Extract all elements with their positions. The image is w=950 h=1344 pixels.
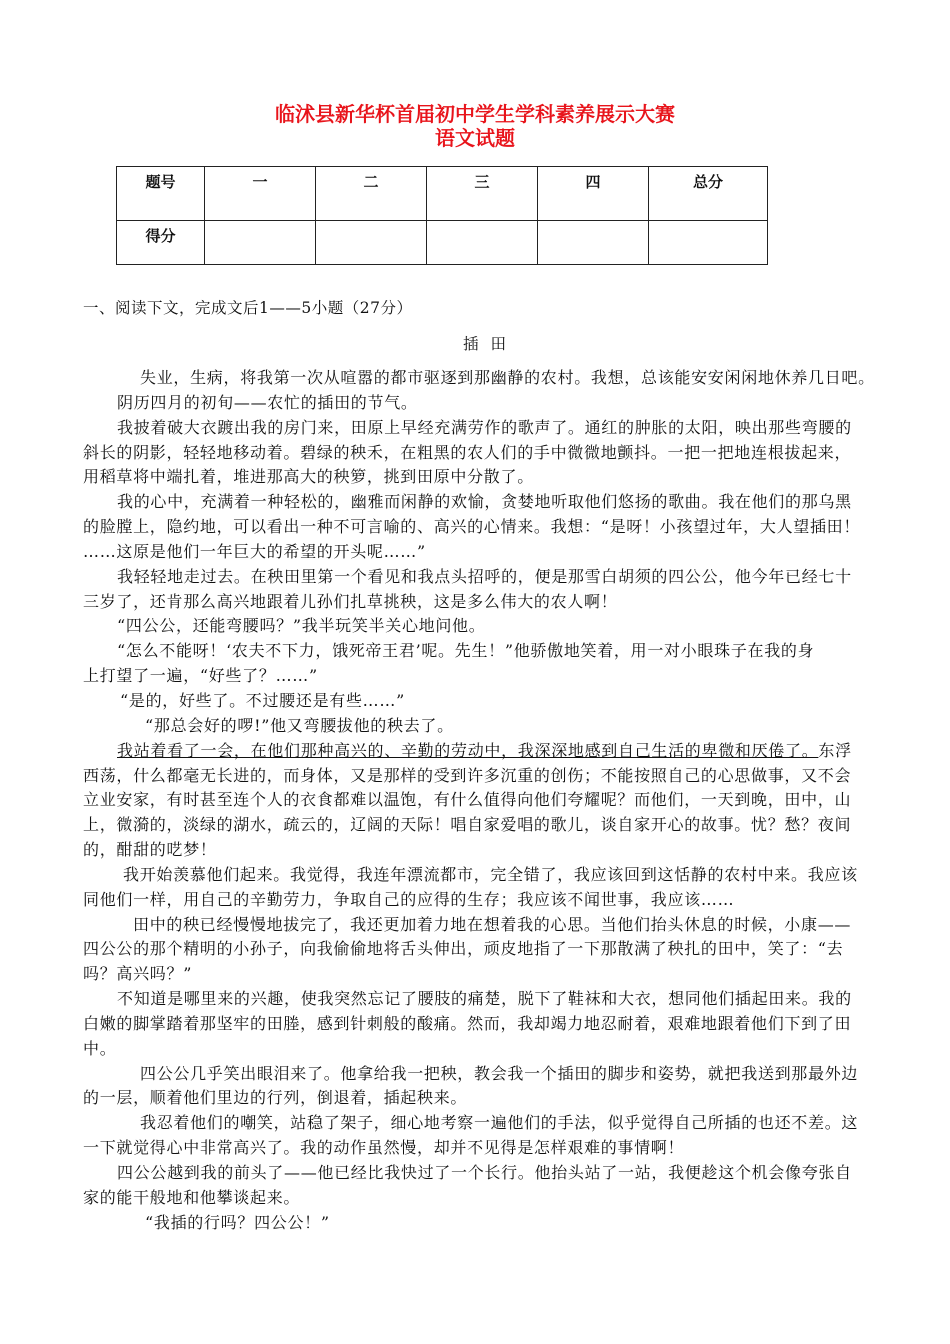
passage-line: 家的能干般地和他攀谈起来。 <box>83 1187 301 1207</box>
passage-line: 四公公的那个精明的小孙子，向我偷偷地将舌头伸出，顽皮地指了一下那散满了秧扎的田中，笑了：“去 <box>83 939 844 959</box>
passage-line: 上打望了一遍，“好些了？……” <box>83 666 318 686</box>
passage-line: 同他们一样，用自己的辛勤劳力，争取自己的应得的生存；我应该不闻世事，我应该…… <box>83 889 735 909</box>
passage-line: 的，酣甜的呓梦！ <box>83 840 217 860</box>
passage-line: 不知道是哪里来的兴趣，使我突然忘记了腰肢的痛楚，脱下了鞋袜和大衣，想同他们插起田来。我的 <box>117 989 852 1009</box>
passage-line: 三岁了，还肯那么高兴地跟着儿孙们扎草挑秧，这是多么伟大的农人啊！ <box>83 591 618 611</box>
passage-line: 我开始羡慕他们起来。我觉得，我连年漂流都市，完全错了，我应该回到这恬静的农村中来。我应该 <box>123 864 858 884</box>
passage-line <box>83 739 883 764</box>
score-header-cell: 题号 <box>117 167 205 221</box>
passage-line: 一下就觉得心中非常高兴了。我的动作虽然慢，却并不见得是怎样艰难的事情啊！ <box>83 1138 685 1158</box>
passage-line: 田中的秧已经慢慢地拔完了，我还更加着力地在想着我的心思。当他们抬头休息的时候，小康—— <box>133 914 852 934</box>
score-cell <box>205 221 316 265</box>
passage-line: 的脸膛上，隐约地，可以看出一种不可言喻的、高兴的心情来。我想：“是呀！小孩望过年，大人望插田！ <box>83 517 861 537</box>
passage-line: 用稻草将中端扎着，堆进那高大的秧箩，挑到田原中分散了。 <box>83 467 534 487</box>
section-heading: 一、阅读下文，完成文后1——5小题（27分） <box>83 299 413 317</box>
exam-title: 临沭县新华杯首届初中学生学科素养展示大赛 <box>275 102 675 126</box>
passage-line: 斜长的阴影，轻轻地移动着。碧绿的秧禾，在粗黑的农人们的手中微微地颤抖。一把一把地连根拔起来， <box>83 442 852 462</box>
score-table-score-row <box>117 221 768 265</box>
score-cell <box>427 221 538 265</box>
passage-line: “是的，好些了。不过腰还是有些……” <box>120 690 405 710</box>
passage-line: 我忍着他们的嘲笑，站稳了架子，细心地考察一遍他们的手法，似乎觉得自己所插的也还不差。这 <box>140 1113 859 1133</box>
passage-line: 西荡，什么都毫无长进的，而身体，又是那样的受到许多沉重的创伤；不能按照自己的心思做事，又不会 <box>83 765 852 785</box>
passage-line: “那总会好的啰!”他又弯腰拔他的秧去了。 <box>145 715 454 735</box>
score-cell <box>649 221 768 265</box>
score-row-label: 得分 <box>117 221 205 265</box>
passage-line: 吗？高兴吗？” <box>83 964 193 984</box>
score-header-cell: 总分 <box>649 167 768 221</box>
passage-line: 失业，生病，将我第一次从喧嚣的都市驱逐到那幽静的农村。我想，总该能安安闲闲地休养几日吧。 <box>140 368 875 387</box>
score-header-cell: 二 <box>316 167 427 221</box>
passage-line: “四公公，还能弯腰吗？”我半玩笑半关心地问他。 <box>117 616 486 636</box>
passage-line: 阴历四月的初旬——农忙的插田的节气。 <box>117 392 418 412</box>
passage-line: ……这原是他们一年巨大的希望的开头呢……” <box>83 541 426 561</box>
passage-line: 我披着破大衣踱出我的房门来，田原上早经充满劳作的歌声了。通红的肿胀的太阳，映出那些弯腰的 <box>117 417 852 437</box>
passage-line: 立业安家，有时甚至连个人的衣食都难以温饱，有什么值得向他们夸耀呢？而他们，一天到晚，田中，山 <box>83 790 852 810</box>
passage-line: 四公公越到我的前头了——他已经比我快过了一个长行。他抬头站了一站，我便趁这个机会像夸张自 <box>117 1163 852 1182</box>
underlined-sentence: 我站着看了一会，在他们那种高兴的、辛勤的劳动中，我深深地感到自己生活的卑微和厌倦了。 <box>117 740 819 760</box>
passage-line: 的一层，顺着他们里边的行列，倒退着，插起秧来。 <box>83 1088 468 1108</box>
passage-line: 我轻轻地走过去。在秧田里第一个看见和我点头招呼的，便是那雪白胡须的四公公，他今年已经七十 <box>117 566 852 586</box>
exam-subtitle: 语文试题 <box>435 126 515 150</box>
passage-title: 插田 <box>463 335 519 353</box>
passage-line: 四公公几乎笑出眼泪来了。他拿给我一把秧，教会我一个插田的脚步和姿势，就把我送到那最外边 <box>140 1063 859 1083</box>
passage-line: 上，微漪的，淡绿的湖水，疏云的，辽阔的天际！唱自家爱唱的歌儿，谈自家开心的故事。忧？愁？夜间 <box>83 815 852 835</box>
passage-line: “我插的行吗？四公公！” <box>145 1212 330 1232</box>
passage-line: 中。 <box>83 1038 117 1058</box>
score-cell <box>316 221 427 265</box>
passage-line: 白嫩的脚掌踏着那坚牢的田塍，感到针刺般的酸痛。然而，我却竭力地忍耐着，艰难地跟着他们下到了田 <box>83 1013 852 1033</box>
passage-line: “怎么不能呀！‘农夫不下力，饿死帝王君’呢。先生！”他骄傲地笑着，用一对小眼珠子在我的身 <box>117 641 815 661</box>
score-cell <box>538 221 649 265</box>
score-header-cell: 一 <box>205 167 316 221</box>
score-table <box>116 166 768 265</box>
score-table-header-row <box>117 167 768 221</box>
score-header-cell: 三 <box>427 167 538 221</box>
passage-text: 东浮 <box>818 740 852 760</box>
passage-line: 我的心中，充满着一种轻松的，幽雅而闲静的欢愉，贪婪地听取他们悠扬的歌曲。我在他们的那乌黑 <box>117 492 852 512</box>
score-header-cell: 四 <box>538 167 649 221</box>
passage-body <box>83 366 883 1236</box>
